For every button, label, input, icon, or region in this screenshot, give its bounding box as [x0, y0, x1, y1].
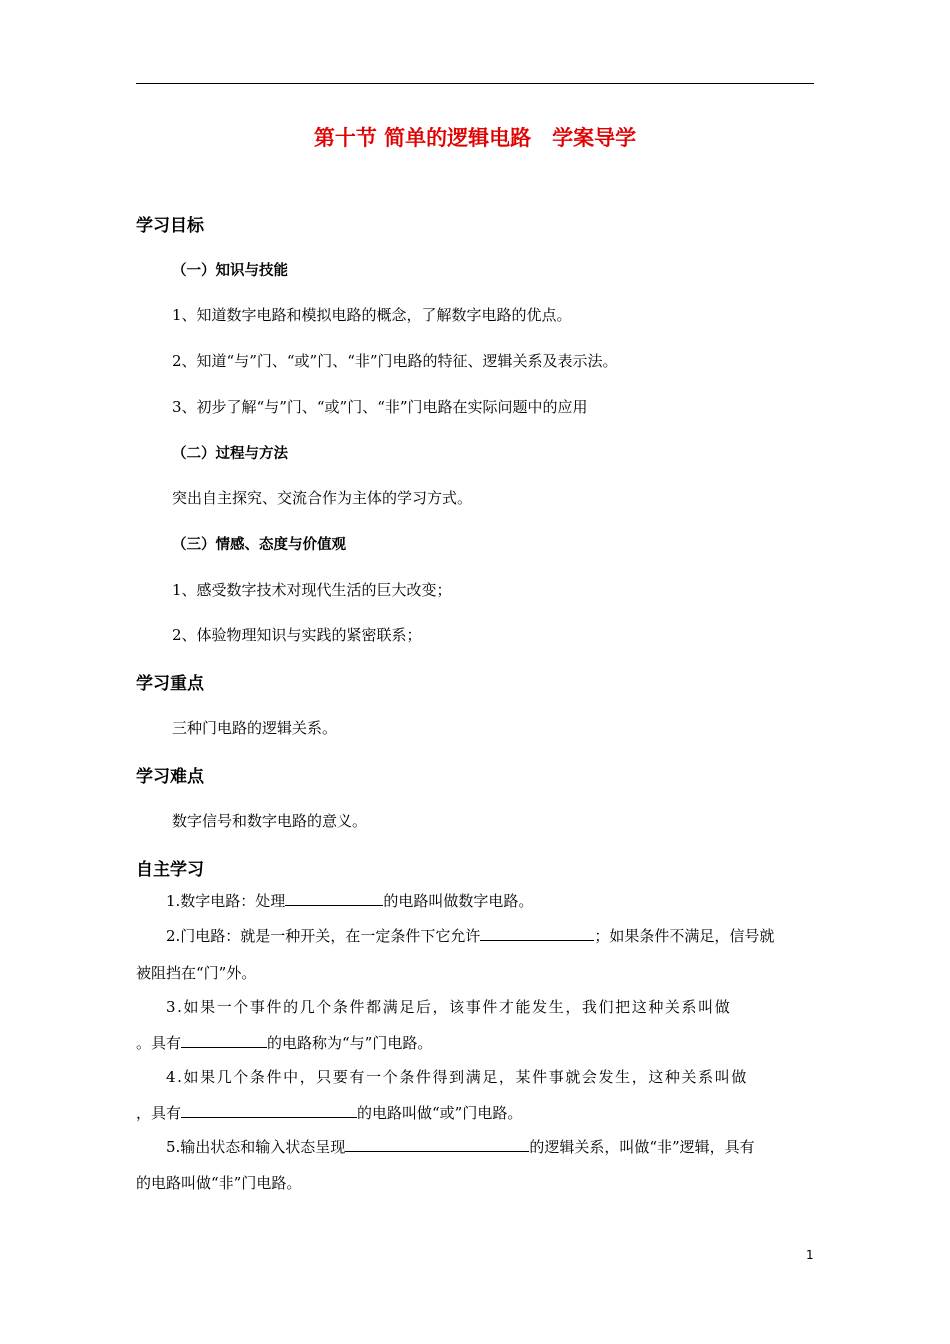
question-1-blank[interactable] — [285, 890, 383, 906]
question-2-cont: 被阻挡在“门”外。 — [136, 964, 257, 982]
question-3-blank[interactable] — [181, 1032, 267, 1048]
heading-goals: 学习目标 — [136, 216, 204, 236]
heading-difficulty: 学习难点 — [136, 767, 204, 787]
subheading-attitude: （三）情感、态度与价值观 — [172, 537, 346, 553]
page-title: 第十节 简单的逻辑电路 学案导学 — [313, 126, 637, 150]
question-3 — [136, 1032, 432, 1053]
goal2-text: 突出自主探究、交流合作为主体的学习方式。 — [172, 489, 473, 507]
page-number: 1 — [806, 1248, 814, 1262]
question-5-text-a: 5.输出状态和输入状态呈现 — [166, 1138, 346, 1156]
question-5-cont: 的电路叫做“非”门电路。 — [136, 1174, 302, 1192]
question-4-text: 4.如果几个条件中，只要有一个条件得到满足，某件事就会发生，这种关系叫做 — [166, 1068, 748, 1086]
goal1-item-3: 3、初步了解“与”门、“或”门、“非”门电路在实际问题中的应用 — [172, 398, 588, 416]
question-3-line-1 — [166, 996, 814, 1017]
goal3-item-2: 2、体验物理知识与实践的紧密联系； — [172, 626, 422, 644]
question-4-text-a: ，具有 — [136, 1104, 182, 1122]
question-3-text-b: 的电路称为“与”门电路。 — [267, 1034, 433, 1052]
question-5 — [166, 1136, 755, 1157]
goal3-item-1: 1、感受数字技术对现代生活的巨大改变； — [172, 581, 452, 599]
subheading-process: （二）过程与方法 — [172, 446, 288, 462]
heading-key-points: 学习重点 — [136, 674, 204, 694]
question-2-text-a: 2.门电路：就是一种开关，在一定条件下它允许 — [166, 927, 481, 945]
question-2 — [166, 925, 774, 946]
question-4-line-1 — [166, 1066, 814, 1087]
difficulty-text: 数字信号和数字电路的意义。 — [172, 812, 368, 830]
heading-self-study: 自主学习 — [136, 860, 204, 880]
question-5-text-b: 的逻辑关系，叫做“非”逻辑，具有 — [529, 1138, 755, 1156]
subheading-knowledge: （一）知识与技能 — [172, 263, 288, 279]
header-rule — [136, 83, 814, 84]
goal1-item-1: 1、知道数字电路和模拟电路的概念，了解数字电路的优点。 — [172, 306, 572, 324]
question-2-blank[interactable] — [480, 925, 594, 941]
question-2-text-b: ；如果条件不满足，信号就 — [594, 927, 775, 945]
question-1-text-b: 的电路叫做数字电路。 — [383, 892, 534, 910]
question-1 — [166, 890, 533, 911]
question-4-blank[interactable] — [181, 1102, 357, 1118]
goal1-item-2: 2、知道“与”门、“或”门、“非”门电路的特征、逻辑关系及表示法。 — [172, 352, 618, 370]
question-5-blank[interactable] — [345, 1136, 529, 1152]
question-4-text-b: 的电路叫做“或”门电路。 — [357, 1104, 523, 1122]
key-points-text: 三种门电路的逻辑关系。 — [172, 719, 338, 737]
question-3-text-a: 。具有 — [136, 1034, 182, 1052]
question-3-text: 3.如果一个事件的几个条件都满足后，该事件才能发生，我们把这种关系叫做 — [166, 998, 732, 1016]
question-4 — [136, 1102, 522, 1123]
question-1-text-a: 1.数字电路：处理 — [166, 892, 286, 910]
